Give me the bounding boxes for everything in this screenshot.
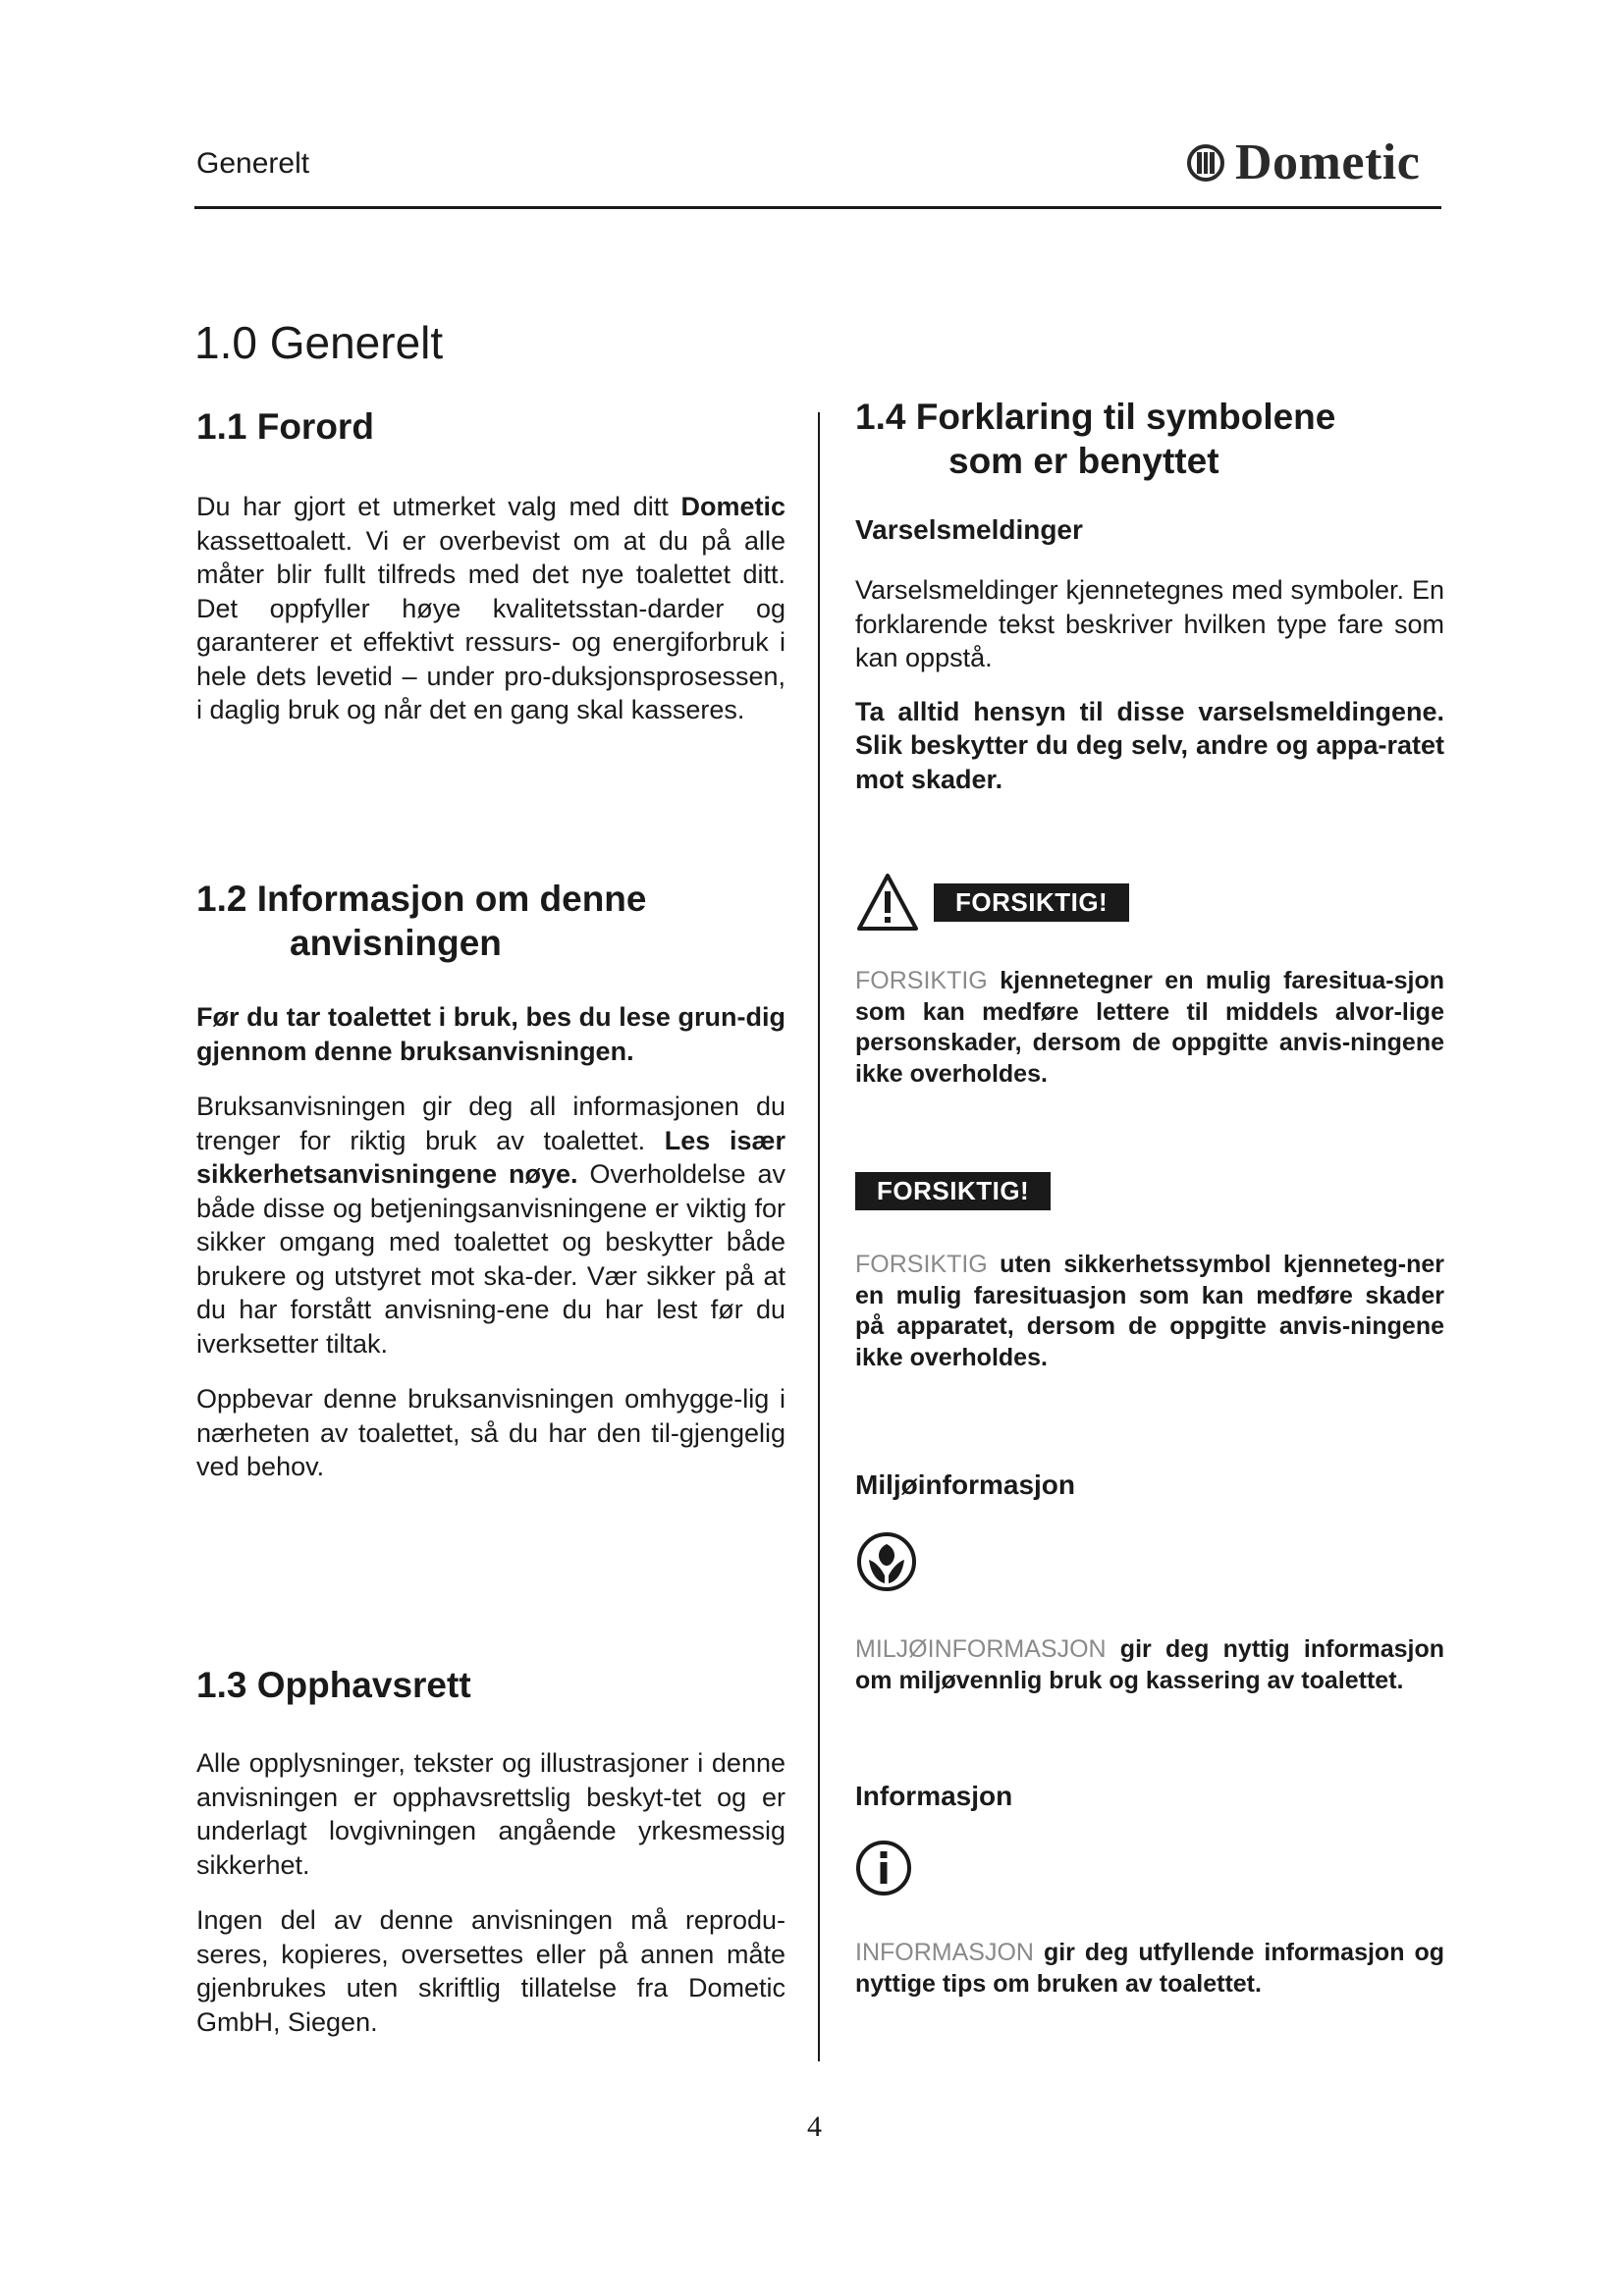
section-symbols — [855, 395, 1444, 796]
header-rule — [194, 206, 1441, 209]
section-informasjon-anvisning — [196, 877, 785, 1484]
section-title-opphavsrett: 1.3 Opphavsrett — [196, 1665, 471, 1705]
header-section-label: Generelt — [196, 147, 310, 180]
information-keyword: INFORMASJON — [855, 1939, 1034, 1966]
section-forord — [196, 404, 785, 727]
column-divider — [818, 412, 820, 2061]
information-heading: Informasjon — [855, 1781, 1013, 1811]
brand-logo — [1186, 133, 1420, 191]
section-opphavsrett — [196, 1663, 785, 2039]
caution-plain-text: uten sikkerhetssymbol kjenneteg-ner en mulig faresituasjon som kan medføre skader på apparatet, dersom de oppgitte anvis-ningene ikke overholdes. — [855, 1251, 1444, 1371]
dometic-logo-icon — [1186, 143, 1225, 183]
caution-row — [855, 872, 1444, 933]
caution-description — [855, 966, 1444, 1090]
page-title: 1.0 Generelt — [194, 317, 444, 368]
environment-text: gir deg nyttig informasjon om miljøvennlig bruk og kassering av toalettet. — [855, 1635, 1444, 1694]
anvisning-text-a: Bruksanvisningen gir deg all informasjonen du trenger for riktig bruk av toalettet. — [196, 1092, 785, 1155]
forord-text-brand: Dometic — [680, 492, 785, 521]
warnings-heading: Varselsmeldinger — [855, 514, 1083, 545]
caution-badge: FORSIKTIG! — [934, 883, 1129, 922]
information-icon — [855, 1840, 912, 1896]
anvisning-paragraph — [196, 1090, 785, 1361]
warnings-description: Varselsmeldinger kjennetegnes med symboler. En forklarende tekst beskriver hvilken type fare som kan oppstå. — [855, 575, 1444, 672]
caution-without-symbol — [855, 1172, 1444, 1373]
environment-description — [855, 1634, 1444, 1696]
caution-plain-keyword: FORSIKTIG — [855, 1251, 988, 1278]
title-line-1: 1.2 Informasjon om denne — [196, 879, 647, 919]
environment-keyword: MILJØINFORMASJON — [855, 1635, 1107, 1663]
anvisning-storage: Oppbevar denne bruksanvisningen omhygge-lig i nærheten av toalettet, så du har den til-gjengelig ved behov. — [196, 1384, 785, 1481]
anvisning-text-c: Overholdelse av både disse og betjeningsanvisningene er viktig for sikker omgang med toalettet og beskytter både brukere og utstyret mot ska-der. Vær sikker på at du har forstått anvisning-ene du har lest før du iverksetter tiltak. — [196, 1159, 785, 1359]
section-title-anvisning — [196, 877, 785, 965]
section-title-symbols — [855, 395, 1444, 483]
warnings-notice: Ta alltid hensyn til disse varselsmeldingene. Slik beskytter du deg selv, andre og appa-ratet mot skader. — [855, 696, 1444, 794]
anvisning-intro: Før du tar toalettet i bruk, bes du lese grun-dig gjennom denne bruksanvisningen. — [196, 1002, 785, 1066]
caution-plain-description — [855, 1250, 1444, 1373]
section-title-forord: 1.1 Forord — [196, 406, 374, 447]
forord-paragraph — [196, 490, 785, 727]
caution-with-symbol — [855, 872, 1444, 1090]
opphavsrett-paragraph-1: Alle opplysninger, tekster og illustrasjoner i denne anvisningen er opphavsrettslig beskyt-tet og er underlagt lovgivningen angående yrkesmessig sikkerhet. — [196, 1748, 785, 1880]
environment-info — [855, 1469, 1444, 1696]
environment-plant-icon — [855, 1530, 918, 1593]
title-line-1: 1.4 Forklaring til symbolene — [855, 397, 1336, 437]
information-description — [855, 1938, 1444, 2000]
warning-triangle-icon — [855, 872, 920, 933]
information-text: gir deg utfyllende informasjon og nyttige tips om bruken av toalettet. — [855, 1939, 1444, 1998]
page-number: 4 — [807, 2110, 822, 2143]
brand-name: Dometic — [1235, 134, 1421, 190]
anvisning-text-bold: Les især sikkerhetsanvisningene nøye. — [196, 1125, 786, 1189]
environment-heading: Miljøinformasjon — [855, 1469, 1075, 1500]
caution-keyword: FORSIKTIG — [855, 967, 988, 994]
title-line-2: som er benyttet — [948, 441, 1219, 481]
caution-text: kjennetegner en mulig faresitua-sjon som kan medføre lettere til middels alvor-lige personskader, dersom de oppgitte anvis-ningene ikke overholdes. — [855, 967, 1444, 1088]
forord-text-c: kassettoalett. Vi er overbevist om at du på alle måter blir fullt tilfreds med det nye toalettet ditt. Det oppfyller høye kvalitetsstan-darder og garanterer et effektivt ressurs- og energiforbruk i hele dets levetid – under pro-duksjonsprosessen, i daglig bruk og når det en gang skal kasseres. — [196, 525, 785, 724]
forord-text-a: Du har gjort et utmerket valg med ditt — [196, 492, 681, 521]
title-line-2: anvisningen — [290, 923, 502, 963]
caution-badge-plain: FORSIKTIG! — [855, 1172, 1051, 1210]
information-info — [855, 1781, 1444, 2000]
opphavsrett-paragraph-2: Ingen del av denne anvisningen må reprodu-seres, kopieres, oversettes eller på annen måte gjenbrukes uten skriftlig tillatelse fra Dometic GmbH, Siegen. — [196, 1905, 785, 2037]
